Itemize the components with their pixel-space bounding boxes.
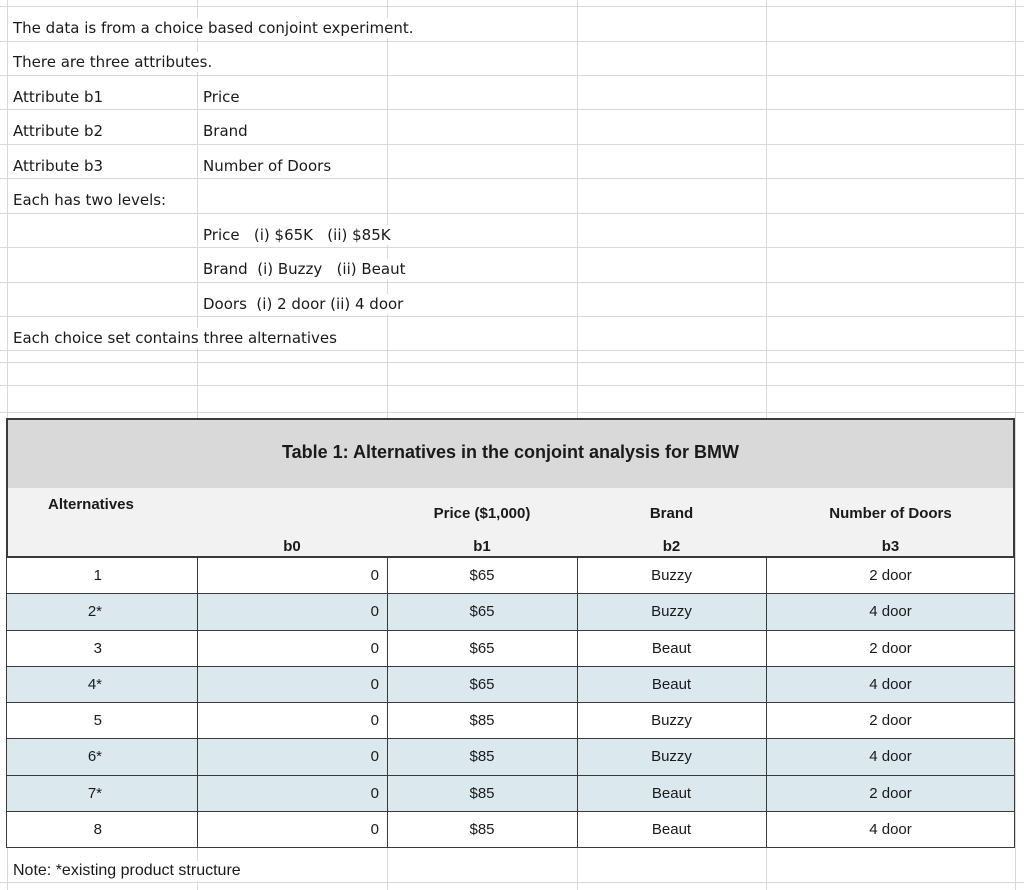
cell-b2: Beaut <box>651 784 692 802</box>
choice-set-note: Each choice set contains three alternatives <box>13 329 337 347</box>
header-b2: b2 <box>662 538 681 555</box>
cell-b2: Beaut <box>651 675 692 693</box>
attribute-b2-label: Attribute b2 <box>13 122 104 140</box>
cell-b1: $85 <box>469 748 495 766</box>
level-doors: Doors (i) 2 door (ii) 4 door <box>203 295 404 313</box>
header-alternatives: Alternatives <box>48 496 134 513</box>
table-column-border <box>197 558 198 848</box>
attribute-b1-label: Attribute b1 <box>13 88 104 106</box>
cell-b2: Buzzy <box>651 567 692 584</box>
header-b1: b1 <box>473 538 491 555</box>
cell-b3: 2 door <box>869 712 912 729</box>
table-column-border <box>577 558 578 848</box>
table-column-border <box>6 558 7 848</box>
table-title: Table 1: Alternatives in the conjoint analysis for BMW <box>281 442 740 462</box>
cell-b2: Buzzy <box>651 712 692 729</box>
table-note: Note: *existing product structure <box>13 862 241 879</box>
cell-alternative: 4* <box>87 675 102 693</box>
header-brand: Brand <box>649 505 694 522</box>
cell-alternative: 1 <box>93 567 102 584</box>
table-column-border <box>387 558 388 848</box>
attribute-b3-label: Attribute b3 <box>13 157 104 175</box>
cell-b3: 2 door <box>869 784 912 802</box>
header-b3: b3 <box>881 538 900 555</box>
cell-b3: 2 door <box>869 639 912 657</box>
cell-b3: 2 door <box>869 567 912 584</box>
levels-intro: Each has two levels: <box>13 191 167 209</box>
header-price: Price ($1,000) <box>433 505 531 522</box>
note-line-1: The data is from a choice based conjoint experiment. <box>13 19 414 37</box>
cell-b3: 4 door <box>869 820 912 838</box>
cell-b0: 0 <box>370 784 379 802</box>
cell-b2: Buzzy <box>651 603 692 621</box>
cell-b3: 4 door <box>869 603 912 621</box>
cell-alternative: 7* <box>87 784 102 802</box>
attribute-b1-value: Price <box>203 88 240 106</box>
level-price: Price (i) $65K (ii) $85K <box>203 226 391 244</box>
cell-b1: $65 <box>469 675 495 693</box>
header-doors: Number of Doors <box>829 505 952 522</box>
header-b0: b0 <box>283 538 301 555</box>
cell-alternative: 2* <box>87 603 102 621</box>
attribute-b3-value: Number of Doors <box>203 157 332 175</box>
cell-b1: $85 <box>469 820 495 838</box>
cell-b3: 4 door <box>869 675 912 693</box>
cell-b0: 0 <box>370 712 379 729</box>
cell-b0: 0 <box>370 603 379 621</box>
cell-b0: 0 <box>370 675 379 693</box>
cell-b0: 0 <box>370 639 379 657</box>
cell-b0: 0 <box>370 748 379 766</box>
cell-b1: $85 <box>469 712 495 729</box>
cell-b0: 0 <box>370 567 379 584</box>
cell-b1: $65 <box>469 567 495 584</box>
cell-b0: 0 <box>370 820 379 838</box>
cell-b3: 4 door <box>869 748 912 766</box>
cell-b1: $85 <box>469 784 495 802</box>
cell-b2: Beaut <box>651 639 692 657</box>
level-brand: Brand (i) Buzzy (ii) Beaut <box>203 260 406 278</box>
cell-b1: $65 <box>469 603 495 621</box>
cell-b1: $65 <box>469 639 495 657</box>
cell-b2: Buzzy <box>651 748 692 766</box>
attribute-b2-value: Brand <box>203 122 248 140</box>
cell-alternative: 6* <box>87 748 102 766</box>
cell-alternative: 5 <box>93 712 102 729</box>
table-column-border <box>1014 558 1015 848</box>
cell-b2: Beaut <box>651 820 692 838</box>
table-column-border <box>766 558 767 848</box>
cell-alternative: 3 <box>93 639 102 657</box>
cell-alternative: 8 <box>93 820 102 838</box>
note-line-2: There are three attributes. <box>13 53 213 71</box>
